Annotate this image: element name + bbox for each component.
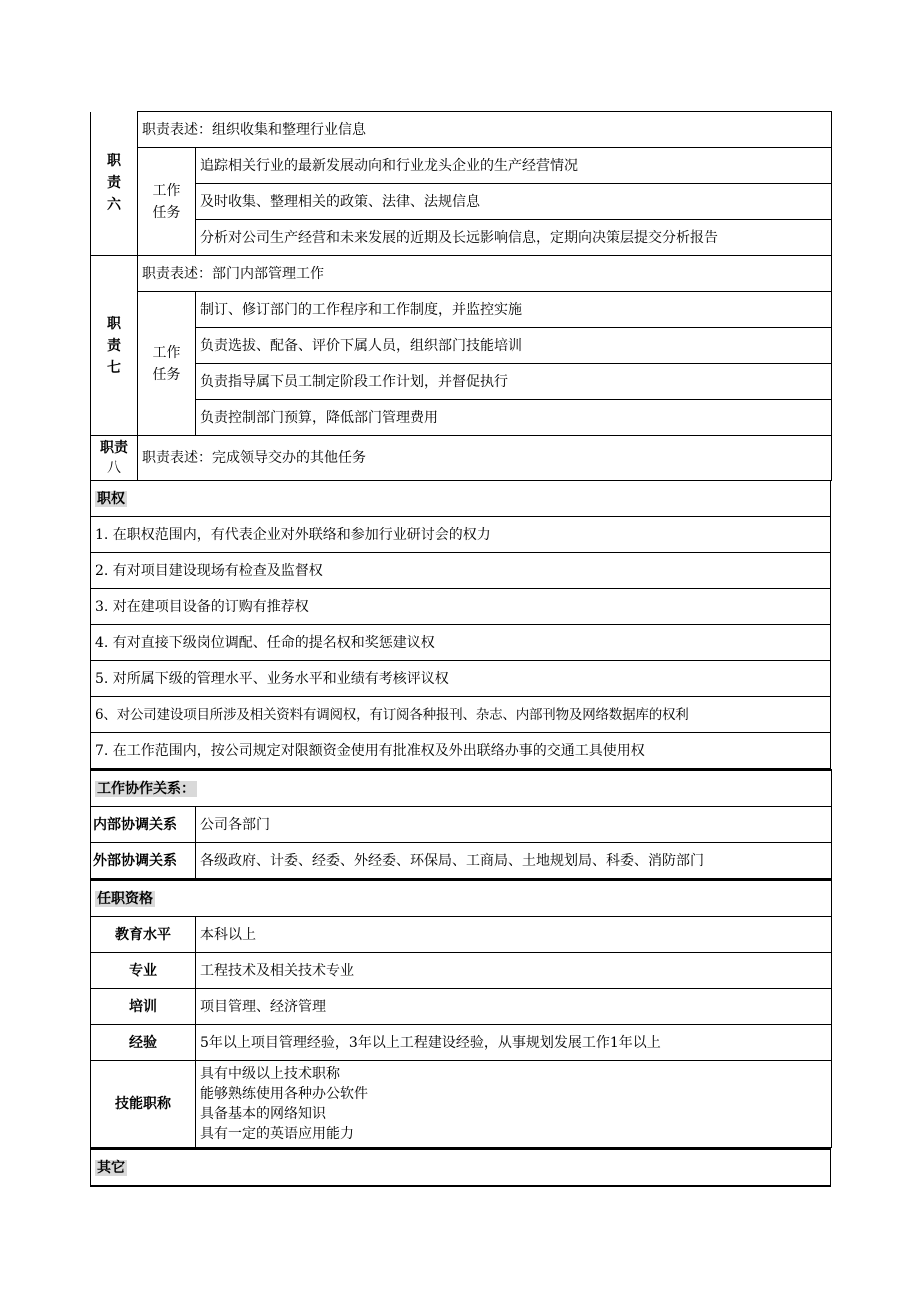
duty7-task-row (91, 400, 832, 436)
duty7-task-row (91, 292, 832, 328)
authority-item-text: 6、对公司建设项目所涉及相关资料有调阅权，有订阅各种报刊、杂志、内部刊物及网络数据库的权利 (91, 697, 831, 733)
duty7-label-line: 职 (107, 315, 121, 332)
authority-title-cell (91, 481, 831, 517)
duty6-desc: 职责表述：组织收集和整理行业信息 (138, 112, 832, 148)
cooperation-title: 工作协作关系： (97, 780, 195, 797)
duty6-label-line: 责 (107, 175, 121, 192)
duty7-label (91, 256, 138, 436)
duty8-desc: 职责表述：完成领导交办的其他任务 (138, 436, 832, 481)
experience-row (91, 1025, 832, 1061)
task-label-line: 任务 (152, 366, 181, 383)
duty7-task: 制订、修订部门的工作程序和工作制度，并监控实施 (196, 292, 832, 328)
authority-item (91, 661, 831, 697)
external-row (91, 843, 832, 879)
duty6-task-row (91, 184, 832, 220)
duty6-label-line: 职 (107, 153, 121, 170)
authority-title: 职权 (97, 490, 125, 507)
major-row (91, 953, 832, 989)
duty6-label-line: 六 (107, 197, 121, 214)
duty7-desc: 职责表述：部门内部管理工作 (138, 256, 832, 292)
external-value: 各级政府、计委、经委、外经委、环保局、工商局、土地规划局、科委、消防部门 (196, 843, 832, 879)
duty8-label-line: 职责 (100, 440, 128, 456)
external-label: 外部协调关系 (91, 843, 196, 879)
internal-row (91, 807, 832, 843)
experience-value: 5年以上项目管理经验，3年以上工程建设经验，从事规划发展工作1年以上 (196, 1025, 832, 1061)
duty6-task-row (91, 148, 832, 184)
authority-item-text: 2. 有对项目建设现场有检查及监督权 (91, 553, 831, 589)
skill-item: 具备基本的网络知识 (200, 1106, 326, 1122)
job-description-page (90, 111, 831, 1187)
duty6-task-label (138, 148, 196, 256)
other-table (90, 1148, 831, 1187)
cooperation-title-row (91, 770, 832, 807)
internal-value: 公司各部门 (196, 807, 832, 843)
cooperation-table (90, 769, 832, 879)
authority-item (91, 697, 831, 733)
other-title-cell (91, 1149, 831, 1186)
duty8-row (91, 436, 832, 481)
authority-item-text: 5. 对所属下级的管理水平、业务水平和业绩有考核评议权 (91, 661, 831, 697)
authority-item-text: 1. 在职权范围内，有代表企业对外联络和参加行业研讨会的权力 (91, 517, 831, 553)
duty6-task: 追踪相关行业的最新发展动向和行业龙头企业的生产经营情况 (196, 148, 832, 184)
qualification-table (90, 879, 832, 1148)
training-value: 项目管理、经济管理 (196, 989, 832, 1025)
duty6-task: 及时收集、整理相关的政策、法律、法规信息 (196, 184, 832, 220)
skills-value (196, 1061, 832, 1148)
duty7-label-line: 责 (107, 337, 121, 354)
major-label: 专业 (91, 953, 196, 989)
duties-table (90, 111, 832, 481)
qualification-title: 任职资格 (97, 890, 153, 907)
task-label-line: 工作 (152, 344, 181, 361)
cooperation-title-cell (91, 770, 832, 807)
duty6-label (91, 112, 138, 256)
skills-label: 技能职称 (91, 1061, 196, 1148)
education-label: 教育水平 (91, 917, 196, 953)
training-row (91, 989, 832, 1025)
training-label: 培训 (91, 989, 196, 1025)
qualification-title-cell (91, 880, 832, 917)
task-label-line: 任务 (152, 204, 181, 221)
authority-item-text: 7. 在工作范围内，按公司规定对限额资金使用有批准权及外出联络办事的交通工具使用权 (91, 733, 831, 769)
authority-item (91, 625, 831, 661)
skill-item: 具有中级以上技术职称 (200, 1066, 340, 1082)
other-title: 其它 (97, 1159, 125, 1176)
authority-table (90, 481, 831, 769)
education-value: 本科以上 (196, 917, 832, 953)
duty6-task-row (91, 220, 832, 256)
major-value: 工程技术及相关技术专业 (196, 953, 832, 989)
duty7-task-row (91, 364, 832, 400)
duty7-task-label (138, 292, 196, 436)
duty7-task: 负责控制部门预算，降低部门管理费用 (196, 400, 832, 436)
duty6-desc-row (91, 112, 832, 148)
duty8-label-line: 八 (107, 460, 121, 476)
authority-item (91, 589, 831, 625)
duty6-task: 分析对公司生产经营和未来发展的近期及长远影响信息，定期向决策层提交分析报告 (196, 220, 832, 256)
experience-label: 经验 (91, 1025, 196, 1061)
skill-item: 能够熟练使用各种办公软件 (200, 1086, 368, 1102)
authority-item (91, 733, 831, 769)
duty7-task-row (91, 328, 832, 364)
duty7-task: 负责指导属下员工制定阶段工作计划，并督促执行 (196, 364, 832, 400)
skill-item: 具有一定的英语应用能力 (200, 1126, 354, 1142)
duty8-label (91, 436, 138, 481)
other-title-row (91, 1149, 831, 1186)
skills-row (91, 1061, 832, 1148)
duty7-task: 负责选拔、配备、评价下属人员，组织部门技能培训 (196, 328, 832, 364)
authority-item-text: 3. 对在建项目设备的订购有推荐权 (91, 589, 831, 625)
task-label-line: 工作 (152, 182, 181, 199)
internal-label: 内部协调关系 (91, 807, 196, 843)
authority-title-row (91, 481, 831, 517)
authority-item (91, 517, 831, 553)
authority-item (91, 553, 831, 589)
duty7-label-line: 七 (107, 359, 121, 376)
authority-item-text: 4. 有对直接下级岗位调配、任命的提名权和奖惩建议权 (91, 625, 831, 661)
qualification-title-row (91, 880, 832, 917)
duty7-desc-row (91, 256, 832, 292)
education-row (91, 917, 832, 953)
